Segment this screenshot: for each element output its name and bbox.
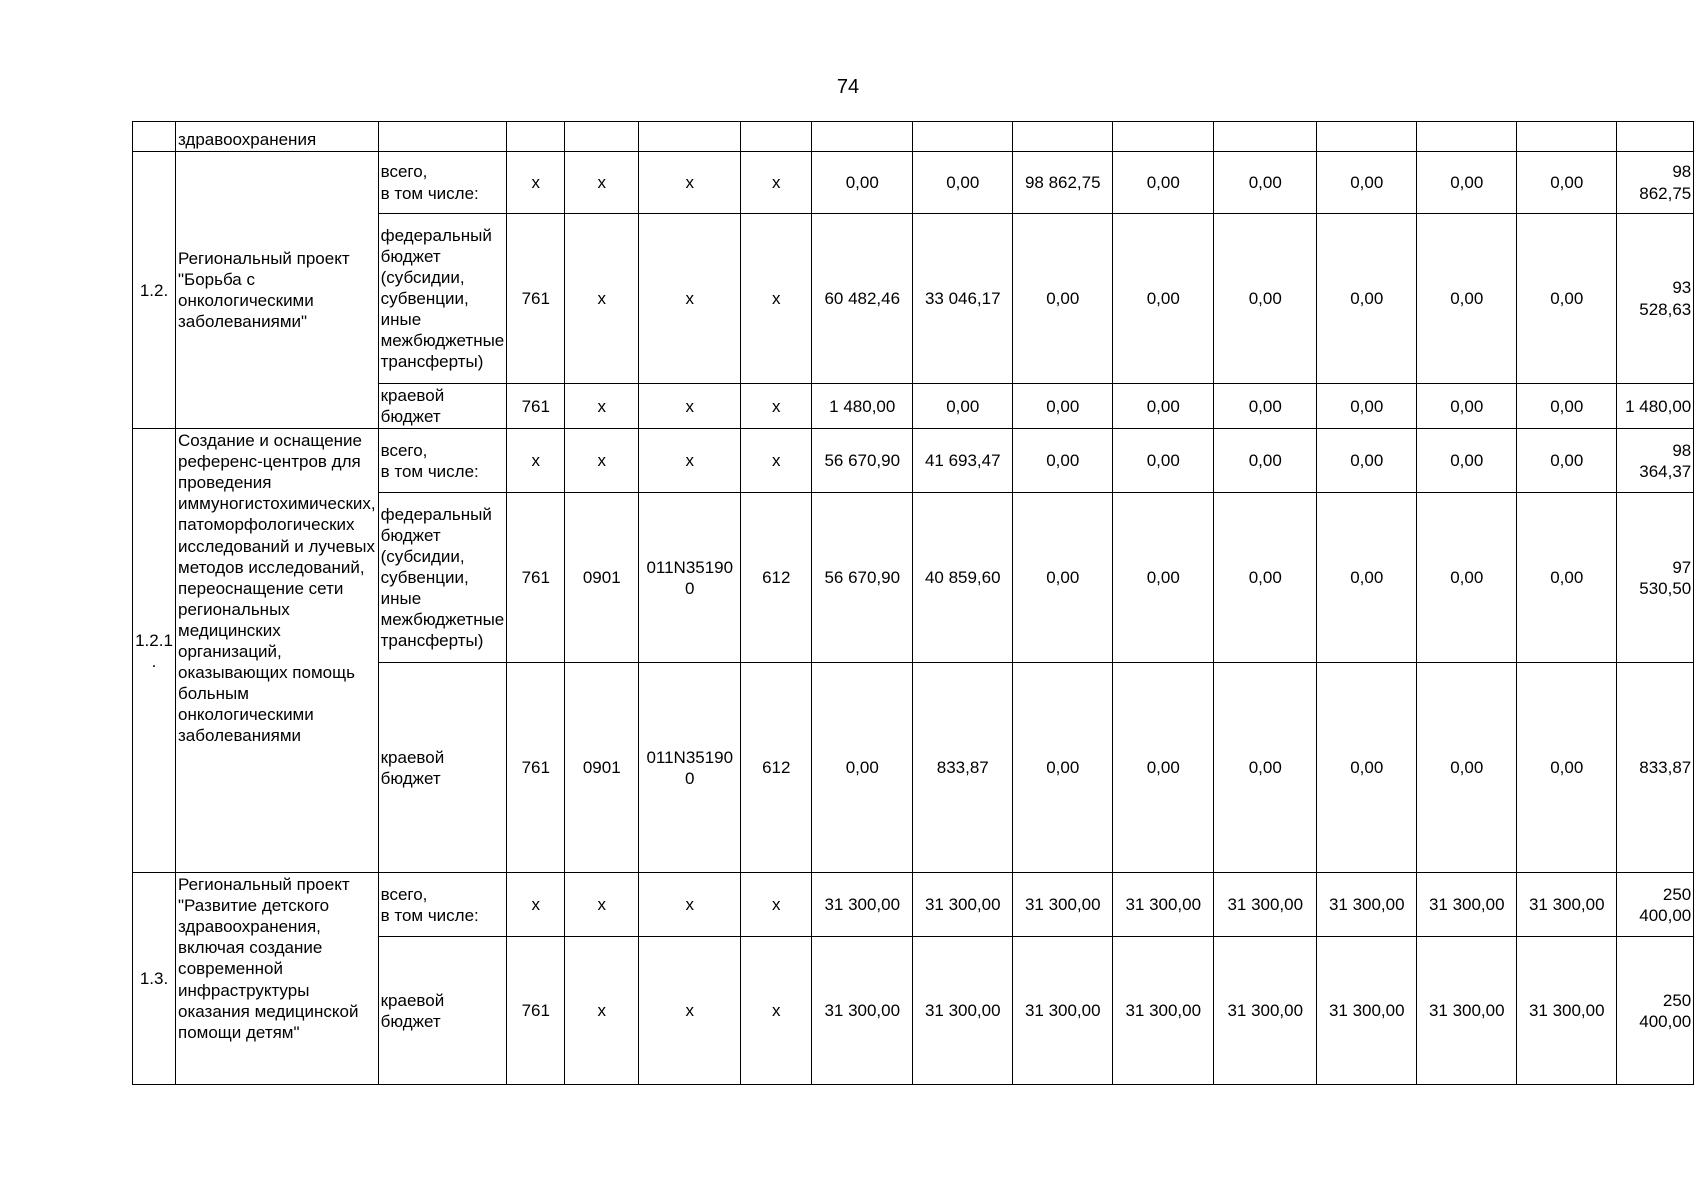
budget-table xyxy=(132,121,1694,1085)
year-value: 0,00 xyxy=(812,152,913,214)
code-target-article: х xyxy=(639,152,741,214)
code-section: 0901 xyxy=(565,493,639,663)
page-number: 74 xyxy=(836,76,860,98)
year-value: 33 046,17 xyxy=(913,214,1013,384)
year-value xyxy=(1214,122,1317,152)
row-number: 1.3. xyxy=(133,873,176,1085)
year-value: 0,00 xyxy=(1214,214,1317,384)
year-value: 0,00 xyxy=(1214,152,1317,214)
code-target-article: х xyxy=(639,214,741,384)
total-value: 250 400,00 xyxy=(1617,873,1694,937)
total-value: 97 530,50 xyxy=(1617,493,1694,663)
code-kvsr: х xyxy=(507,873,565,937)
code-section xyxy=(565,122,639,152)
code-kvsr: 761 xyxy=(507,663,565,873)
year-value: 0,00 xyxy=(1214,663,1317,873)
table-row xyxy=(133,429,1694,493)
code-section: х xyxy=(565,214,639,384)
code-target-article: х xyxy=(639,429,741,493)
code-expense-type: х xyxy=(741,873,812,937)
year-value: 0,00 xyxy=(1417,384,1517,429)
year-value: 56 670,90 xyxy=(812,493,913,663)
code-target-article: 011N35190 0 xyxy=(639,493,741,663)
year-value: 0,00 xyxy=(1113,663,1214,873)
year-value: 41 693,47 xyxy=(913,429,1013,493)
code-section: х xyxy=(565,873,639,937)
year-value: 31 300,00 xyxy=(812,937,913,1085)
year-value: 31 300,00 xyxy=(1417,937,1517,1085)
code-kvsr: 761 xyxy=(507,384,565,429)
code-section: х xyxy=(565,429,639,493)
year-value xyxy=(1013,122,1113,152)
code-section: х xyxy=(565,384,639,429)
year-value: 31 300,00 xyxy=(1317,873,1417,937)
funding-source: всего, в том числе: xyxy=(378,152,507,214)
year-value: 0,00 xyxy=(1013,384,1113,429)
code-kvsr: 761 xyxy=(507,937,565,1085)
code-expense-type: х xyxy=(741,937,812,1085)
code-kvsr: 761 xyxy=(507,493,565,663)
funding-source: краевой бюджет xyxy=(378,937,507,1085)
row-number xyxy=(133,122,176,152)
year-value: 0,00 xyxy=(1013,493,1113,663)
year-value: 0,00 xyxy=(1317,493,1417,663)
year-value: 31 300,00 xyxy=(1113,873,1214,937)
row-name: Региональный проект "Развитие детского здравоохранения, включая создание современной инфраструктуры оказания медицинской помощи детям" xyxy=(176,873,379,1085)
year-value: 833,87 xyxy=(913,663,1013,873)
year-value: 31 300,00 xyxy=(812,873,913,937)
total-value: 1 480,00 xyxy=(1617,384,1694,429)
year-value: 31 300,00 xyxy=(1214,937,1317,1085)
year-value: 31 300,00 xyxy=(1013,873,1113,937)
year-value: 31 300,00 xyxy=(1517,873,1617,937)
year-value: 31 300,00 xyxy=(1517,937,1617,1085)
year-value: 0,00 xyxy=(913,384,1013,429)
code-section: 0901 xyxy=(565,663,639,873)
year-value: 0,00 xyxy=(1214,429,1317,493)
year-value: 0,00 xyxy=(1113,493,1214,663)
year-value: 0,00 xyxy=(1317,663,1417,873)
year-value: 0,00 xyxy=(1517,663,1617,873)
year-value: 0,00 xyxy=(1214,384,1317,429)
funding-source: краевой бюджет xyxy=(378,663,507,873)
year-value: 98 862,75 xyxy=(1013,152,1113,214)
year-value: 0,00 xyxy=(1317,152,1417,214)
funding-source: федеральный бюджет (субсидии, субвенции, иные межбюджетные трансферты) xyxy=(378,493,507,663)
year-value: 31 300,00 xyxy=(1113,937,1214,1085)
row-number: 1.2.1 . xyxy=(133,429,176,873)
table-row xyxy=(133,873,1694,937)
year-value xyxy=(812,122,913,152)
funding-source: краевой бюджет xyxy=(378,384,507,429)
row-name: здравоохранения xyxy=(176,122,379,152)
year-value: 0,00 xyxy=(1214,493,1317,663)
year-value: 0,00 xyxy=(1417,152,1517,214)
year-value: 0,00 xyxy=(1517,152,1617,214)
year-value: 0,00 xyxy=(1417,663,1517,873)
year-value: 0,00 xyxy=(1013,214,1113,384)
total-value: 833,87 xyxy=(1617,663,1694,873)
year-value: 31 300,00 xyxy=(1317,937,1417,1085)
year-value: 31 300,00 xyxy=(1013,937,1113,1085)
code-section: х xyxy=(565,152,639,214)
total-value xyxy=(1617,122,1694,152)
code-target-article: х xyxy=(639,873,741,937)
year-value: 31 300,00 xyxy=(913,937,1013,1085)
funding-source: всего, в том числе: xyxy=(378,873,507,937)
year-value: 0,00 xyxy=(913,152,1013,214)
year-value: 0,00 xyxy=(1013,429,1113,493)
year-value: 0,00 xyxy=(1317,429,1417,493)
total-value: 98 364,37 xyxy=(1617,429,1694,493)
year-value: 0,00 xyxy=(1113,214,1214,384)
year-value: 0,00 xyxy=(1317,384,1417,429)
funding-source xyxy=(378,122,507,152)
code-target-article: х xyxy=(639,384,741,429)
code-expense-type xyxy=(741,122,812,152)
year-value: 31 300,00 xyxy=(913,873,1013,937)
code-kvsr xyxy=(507,122,565,152)
year-value: 0,00 xyxy=(1013,663,1113,873)
year-value: 0,00 xyxy=(1417,214,1517,384)
row-name: Создание и оснащение референс-центров для проведения иммуногистохимических, патоморфологических исследований и лучевых методов исследований, переоснащение сети региональных медицинских организаций, оказывающих помощь больным онкологическими заболеваниями xyxy=(176,429,379,873)
total-value: 93 528,63 xyxy=(1617,214,1694,384)
funding-source: федеральный бюджет (субсидии, субвенции, иные межбюджетные трансферты) xyxy=(378,214,507,384)
table-row xyxy=(133,122,1694,152)
funding-source: всего, в том числе: xyxy=(378,429,507,493)
year-value xyxy=(1517,122,1617,152)
code-target-article: х xyxy=(639,937,741,1085)
year-value: 31 300,00 xyxy=(1214,873,1317,937)
year-value: 40 859,60 xyxy=(913,493,1013,663)
year-value: 0,00 xyxy=(1417,493,1517,663)
code-expense-type: х xyxy=(741,214,812,384)
total-value: 98 862,75 xyxy=(1617,152,1694,214)
year-value: 0,00 xyxy=(812,663,913,873)
year-value: 31 300,00 xyxy=(1417,873,1517,937)
year-value: 0,00 xyxy=(1517,429,1617,493)
year-value: 0,00 xyxy=(1517,384,1617,429)
code-kvsr: х xyxy=(507,152,565,214)
year-value xyxy=(1317,122,1417,152)
year-value xyxy=(913,122,1013,152)
code-expense-type: х xyxy=(741,429,812,493)
code-kvsr: 761 xyxy=(507,214,565,384)
year-value: 1 480,00 xyxy=(812,384,913,429)
year-value: 0,00 xyxy=(1517,214,1617,384)
code-expense-type: х xyxy=(741,152,812,214)
code-target-article: 011N35190 0 xyxy=(639,663,741,873)
year-value xyxy=(1113,122,1214,152)
code-expense-type: 612 xyxy=(741,663,812,873)
code-section: х xyxy=(565,937,639,1085)
year-value: 0,00 xyxy=(1113,429,1214,493)
total-value: 250 400,00 xyxy=(1617,937,1694,1085)
year-value: 0,00 xyxy=(1113,152,1214,214)
row-number: 1.2. xyxy=(133,152,176,429)
year-value: 0,00 xyxy=(1417,429,1517,493)
year-value: 0,00 xyxy=(1517,493,1617,663)
year-value xyxy=(1417,122,1517,152)
year-value: 0,00 xyxy=(1113,384,1214,429)
code-target-article xyxy=(639,122,741,152)
year-value: 56 670,90 xyxy=(812,429,913,493)
row-name: Региональный проект "Борьба с онкологическими заболеваниями" xyxy=(176,152,379,429)
code-expense-type: х xyxy=(741,384,812,429)
code-kvsr: х xyxy=(507,429,565,493)
table-row xyxy=(133,152,1694,214)
year-value: 60 482,46 xyxy=(812,214,913,384)
code-expense-type: 612 xyxy=(741,493,812,663)
year-value: 0,00 xyxy=(1317,214,1417,384)
